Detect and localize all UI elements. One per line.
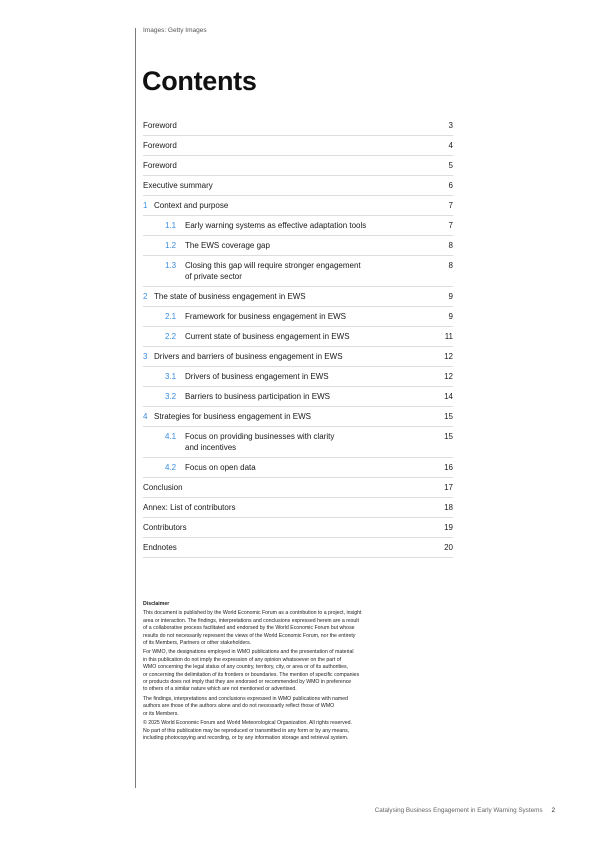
toc-entry[interactable]	[143, 458, 453, 478]
footer-title: Catalysing Business Engagement in Early Warning Systems	[374, 807, 543, 814]
toc-entry-page: 15	[444, 412, 453, 421]
toc-entry[interactable]	[143, 256, 453, 287]
toc-entry-label: Foreword	[143, 121, 177, 130]
toc-entry-label: Conclusion	[143, 483, 183, 492]
toc-entry-number: 3	[143, 352, 148, 361]
toc-entry[interactable]	[143, 307, 453, 327]
toc-entry-page: 7	[448, 221, 453, 230]
toc-entry[interactable]	[143, 216, 453, 236]
toc-entry-page: 4	[448, 141, 453, 150]
toc-entry-label: The EWS coverage gap	[185, 241, 270, 250]
toc-entry-label: Annex: List of contributors	[143, 503, 236, 512]
toc-entry-number: 2	[143, 292, 148, 301]
toc-entry[interactable]	[143, 287, 453, 307]
toc-entry-page: 12	[444, 352, 453, 361]
toc-entry-page: 5	[448, 161, 453, 170]
toc-entry[interactable]	[143, 427, 453, 458]
toc-entry-label: Early warning systems as effective adaptation tools	[185, 221, 367, 230]
toc-entry-number: 1	[143, 201, 148, 210]
toc-entry-page: 8	[448, 261, 453, 270]
toc-entry-page: 11	[444, 332, 453, 341]
toc-entry[interactable]	[143, 156, 453, 176]
toc-entry-page: 16	[444, 463, 453, 472]
toc-entry-number: 1.3	[165, 261, 177, 270]
toc-entry[interactable]	[143, 116, 453, 136]
toc-entry-number: 4.1	[165, 432, 177, 441]
toc-entry-number: 1.2	[165, 241, 177, 250]
toc-entry[interactable]	[143, 407, 453, 427]
toc-entry-page: 14	[444, 392, 453, 401]
footer-page-number: 2	[551, 807, 555, 814]
toc-entry[interactable]	[143, 327, 453, 347]
toc-entry-label: Foreword	[143, 161, 177, 170]
toc-entry-label: Drivers and barriers of business engagement in EWS	[154, 352, 343, 361]
toc-entry-label: Endnotes	[143, 543, 177, 552]
toc-entry-page: 9	[448, 292, 453, 301]
toc-entry-label: Barriers to business participation in EWS	[185, 392, 330, 401]
toc-entry-page: 20	[444, 543, 453, 552]
toc-entry-label: Framework for business engagement in EWS	[185, 312, 346, 321]
toc-entry-label: Focus on open data	[185, 463, 256, 472]
toc-entry[interactable]	[143, 176, 453, 196]
toc-entry[interactable]	[143, 236, 453, 256]
toc-entry-page: 18	[444, 503, 453, 512]
toc-entry-label: Strategies for business engagement in EWS	[154, 412, 311, 421]
toc-entry-label: Foreword	[143, 141, 177, 150]
toc-entry-number: 3.2	[165, 392, 177, 401]
toc-entry-number: 2.2	[165, 332, 177, 341]
toc-entry[interactable]	[143, 136, 453, 156]
toc-entry[interactable]	[143, 518, 453, 538]
disclaimer-paragraph: © 2025 World Economic Forum and World Meteorological Organization. All rights reserved. No part of this publication may be reproduced or transmitted in any form or by any means, including photocopying and recording, or by any information storage and retrieval system.	[143, 720, 352, 741]
toc-entry-page: 19	[444, 523, 453, 532]
toc-entry-number: 3.1	[165, 372, 177, 381]
toc-entry-number: 4.2	[165, 463, 177, 472]
disclaimer-paragraph: The findings, interpretations and conclusions expressed in WMO publications with named authors are those of the authors alone and do not necessarily reflect those of WMO or its Members.	[143, 695, 349, 717]
toc-entry-page: 12	[444, 372, 453, 381]
toc-entry-label: Closing this gap will require stronger engagement of private sector	[185, 261, 361, 281]
toc-entry[interactable]	[143, 498, 453, 518]
margin-rule	[135, 28, 136, 788]
toc-entry[interactable]	[143, 196, 453, 216]
toc-entry-label: The state of business engagement in EWS	[154, 292, 306, 301]
toc-entry-page: 7	[448, 201, 453, 210]
toc-entry-label: Executive summary	[143, 181, 213, 190]
disclaimer-paragraph: This document is published by the World Economic Forum as a contribution to a project, insight area or interaction. The findings, interpretations and conclusions expressed herein are a result of a collaborative process facilitated and endorsed by the World Economic Forum but whose results do not necessarily represent the views of the World Economic Forum, nor the entirety of its Members, Partners or other stakeholders.	[143, 610, 362, 647]
image-credit: Images: Getty Images	[143, 27, 207, 34]
toc-entry-label: Context and purpose	[154, 201, 229, 210]
disclaimer-paragraph: For WMO, the designations employed in WMO publications and the presentation of material in this publication do not imply the expression of any opinion whatsoever on the part of WMO concerning the legal status of any country, territory, city, or area or of its authorities, or concerning the delimitation of its frontiers or boundaries. The mention of specific companies or products does not imply that they are endorsed or recommended by WMO in preference to others of a similar nature which are not mentioned or advertised.	[143, 649, 360, 693]
toc-entry-page: 9	[448, 312, 453, 321]
toc-entry[interactable]	[143, 387, 453, 407]
toc-entry[interactable]	[143, 478, 453, 498]
page-footer	[375, 807, 555, 814]
toc-entry-page: 15	[444, 432, 453, 441]
toc-entry-number: 1.1	[165, 221, 177, 230]
disclaimer-heading: Disclaimer	[143, 601, 170, 607]
toc-entry-label: Focus on providing businesses with clarity and incentives	[185, 432, 335, 452]
toc-entry[interactable]	[143, 367, 453, 387]
toc-entry-number: 4	[143, 412, 148, 421]
toc-entry-label: Current state of business engagement in EWS	[185, 332, 350, 341]
toc-entry[interactable]	[143, 347, 453, 367]
toc-entry-page: 6	[448, 181, 453, 190]
toc-entry-page: 3	[448, 121, 453, 130]
page-title: Contents	[142, 66, 257, 96]
toc-entry-label: Contributors	[143, 523, 187, 532]
disclaimer	[143, 601, 448, 744]
toc-entry-page: 8	[448, 241, 453, 250]
toc-entry-page: 17	[444, 483, 453, 492]
toc-entry-number: 2.1	[165, 312, 177, 321]
toc-entry[interactable]	[143, 538, 453, 558]
toc-entry-label: Drivers of business engagement in EWS	[185, 372, 329, 381]
table-of-contents	[143, 116, 453, 558]
